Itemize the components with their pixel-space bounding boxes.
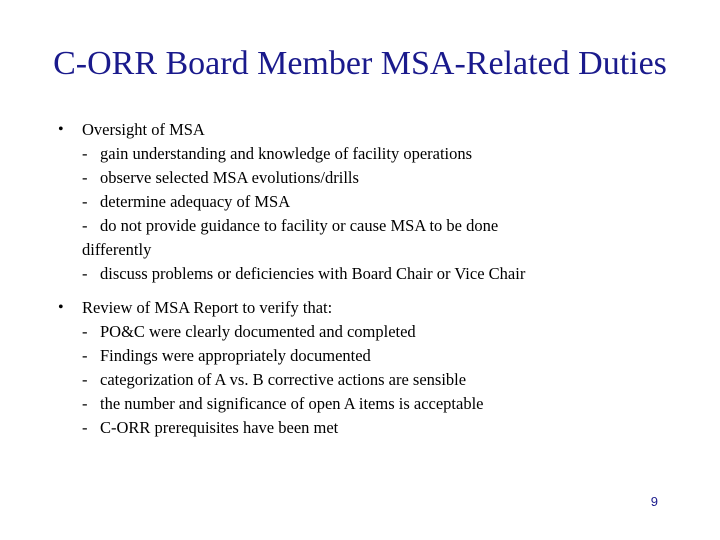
bullet-marker: • — [58, 299, 64, 316]
sub-item: - categorization of A vs. B corrective actions are sensible — [82, 370, 467, 389]
bullet-oversight — [58, 118, 698, 286]
sub-item: - C-ORR prerequisites have been met — [82, 418, 339, 437]
sub-item: - Findings were appropriately documented — [82, 346, 371, 365]
bullet-review — [58, 296, 698, 440]
bullet-heading: Oversight of MSA — [82, 120, 205, 139]
sub-item: - gain understanding and knowledge of facility operations — [82, 144, 473, 163]
sub-item-wrap: differently — [82, 240, 152, 259]
sub-item: - PO&C were clearly documented and completed — [82, 322, 416, 341]
bullet-marker: • — [58, 121, 64, 138]
slide-title: C-ORR Board Member MSA-Related Duties — [53, 45, 667, 82]
bullet-item — [58, 296, 698, 440]
sub-item: - determine adequacy of MSA — [82, 192, 291, 211]
page-number: 9 — [650, 494, 658, 509]
bullet-heading: Review of MSA Report to verify that: — [82, 298, 333, 317]
sub-item: - do not provide guidance to facility or cause MSA to be done — [82, 216, 499, 235]
sub-item: - discuss problems or deficiencies with Board Chair or Vice Chair — [82, 264, 526, 283]
sub-item: - observe selected MSA evolutions/drills — [82, 168, 359, 187]
sub-item: - the number and significance of open A items is acceptable — [82, 394, 484, 413]
bullet-item — [58, 118, 698, 286]
